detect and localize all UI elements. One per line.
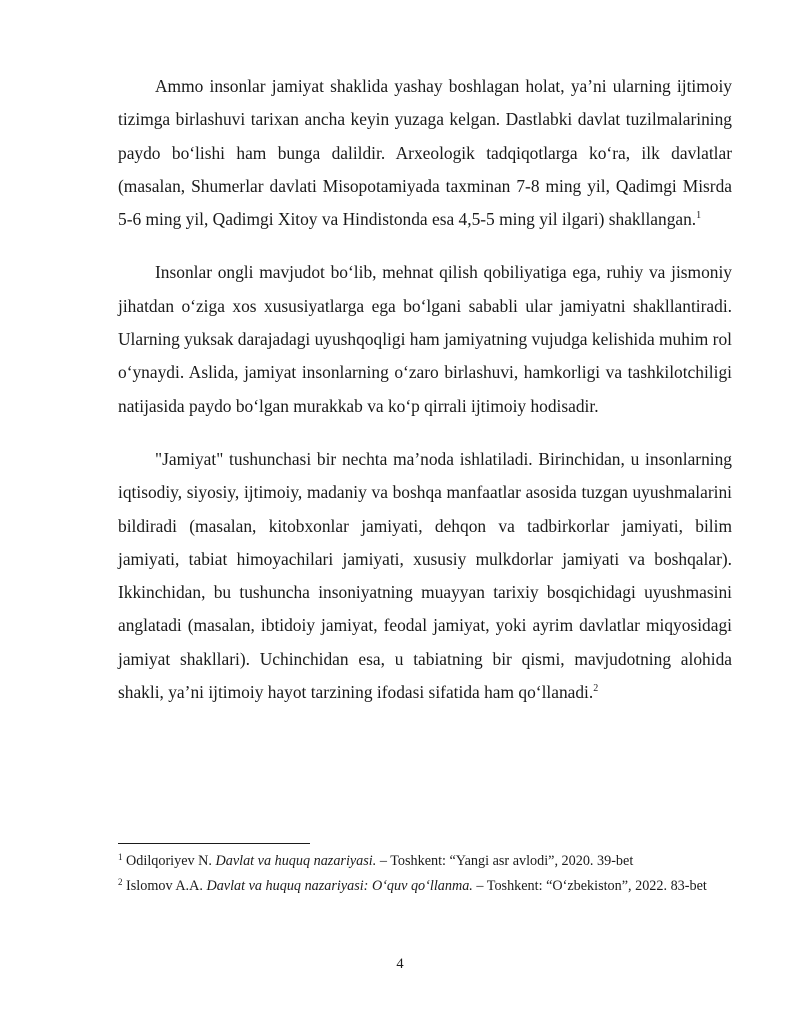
footnote-separator xyxy=(118,843,310,844)
footnote-ref-2: 2 xyxy=(593,683,599,695)
footnote-2-title: Davlat va huquq nazariyasi: O‘quv qo‘llanma. xyxy=(206,878,473,894)
paragraph-1-text: Ammo insonlar jamiyat shaklida yashay boshlagan holat, ya’ni ularning ijtimoiy tizimga birlashuvi tarixan ancha keyin yuzaga kelgan. Dastlabki davlat tuzilmalarining paydo bo‘lishi ham bunga dalildir. Arxeologik tadqiqotlarga ko‘ra, ilk davlatlar (masalan, Shumerlar davlati Misopotamiyada taxminan 7-8 ming yil, Qadimgi Misrda 5-6 ming yil, Qadimgi Xitoy va Hindistonda esa 4,5-5 ming yil ilgari) shakllangan. xyxy=(118,76,732,230)
paragraph-3 xyxy=(118,443,732,709)
footnote-1 xyxy=(118,852,732,871)
paragraph-3-text: "Jamiyat" tushunchasi bir nechta ma’noda ishlatiladi. Birinchidan, u insonlarning iqtisodiy, siyosiy, ijtimoiy, madaniy va boshqa manfaatlar asosida tuzgan uyushmalarini bildiradi (masalan, kitobxonlar jamiyati, dehqon va tadbirkorlar jamiyati, bilim jamiyati, tabiat himoyachilari jamiyati, xususiy mulkdorlar jamiyati va boshqalar). Ikkinchidan, bu tushuncha insoniyatning muayyan tarixiy bosqichidagi uyushmasini anglatadi (masalan, ibtidoiy jamiyat, feodal jamiyat, yoki ayrim davlatlar miqyosidagi jamiyat shakllari). Uchinchidan esa, u tabiatning bir qismi, mavjudotning alohida shakli, ya’ni ijtimoiy hayot tarzining ifodasi sifatida ham qo‘llanadi. xyxy=(118,448,732,703)
footnote-2-author: Islomov A.A. xyxy=(126,878,203,894)
footnote-ref-1: 1 xyxy=(696,210,702,222)
footnote-1-number: 1 xyxy=(118,852,123,862)
footnote-1-title: Davlat va huquq nazariyasi. xyxy=(215,853,377,869)
paragraph-1 xyxy=(118,70,732,236)
footnote-2-rest: – Toshkent: “O‘zbekiston”, 2022. 83-bet xyxy=(476,878,707,894)
footnote-1-rest: – Toshkent: “Yangi asr avlodi”, 2020. 39-bet xyxy=(379,853,634,869)
paragraph-2-text: Insonlar ongli mavjudot bo‘lib, mehnat qilish qobiliyatiga ega, ruhiy va jismoniy jihatdan o‘ziga xos xususiyatlarga ega bo‘lgani sababli ular jamiyatni shakllantiradi. Ularning yuksak darajadagi uyushqoqligi ham jamiyatning vujudga kelishida muhim rol o‘ynaydi. Aslida, jamiyat insonlarning o‘zaro birlashuvi, hamkorligi va tashkilotchiligi natijasida paydo bo‘lgan murakkab va ko‘p qirrali ijtimoiy hodisadir. xyxy=(118,262,732,416)
paragraph-2 xyxy=(118,256,732,422)
body-text xyxy=(118,70,732,729)
footnotes xyxy=(118,852,732,902)
footnote-2 xyxy=(118,877,732,896)
footnote-2-number: 2 xyxy=(118,877,123,887)
page-number: 4 xyxy=(396,956,404,972)
footnote-1-author: Odilqoriyev N. xyxy=(126,853,212,869)
